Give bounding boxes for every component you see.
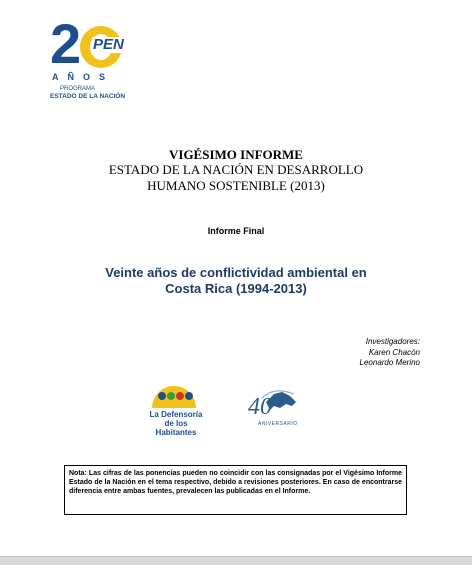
cr40-number: 40 bbox=[248, 394, 272, 420]
investigators-block bbox=[360, 337, 420, 369]
document-subtitle-block bbox=[0, 162, 472, 194]
title-line-3: HUMANO SOSTENIBLE (2013) bbox=[147, 178, 325, 193]
investigator-name: Karen Chacón bbox=[368, 347, 420, 357]
pen-20-years-logo bbox=[50, 12, 140, 104]
cr40-tag: ANIVERSARIO bbox=[258, 421, 298, 427]
defensoria-people-icon bbox=[158, 392, 192, 406]
person-head-icon bbox=[158, 392, 166, 400]
defensoria-label bbox=[146, 410, 206, 437]
person-head-icon bbox=[176, 392, 184, 400]
investigators-label: Investigadores: bbox=[365, 337, 420, 346]
logo-number: 2 bbox=[50, 12, 78, 75]
defensoria-logo bbox=[146, 386, 206, 437]
logo-program-name: ESTADO DE LA NACIÓN bbox=[50, 93, 126, 100]
report-title-line-1: Veinte años de conflictividad ambiental en bbox=[105, 265, 367, 280]
document-title: VIGÉSIMO INFORME bbox=[169, 147, 303, 162]
logo-years-word: AÑOS bbox=[52, 72, 115, 82]
report-title-line-2: Costa Rica (1994-2013) bbox=[165, 281, 307, 296]
report-title bbox=[0, 265, 472, 297]
report-type: Informe Final bbox=[207, 226, 265, 236]
defensoria-line-1: La Defensoría bbox=[149, 410, 203, 419]
cr-40-anniversary-logo bbox=[248, 388, 302, 432]
title-line-2: ESTADO DE LA NACIÓN EN DESARROLLO bbox=[108, 162, 364, 177]
person-head-icon bbox=[167, 392, 175, 400]
investigator-name: Leonardo Merino bbox=[359, 358, 420, 367]
disclaimer-note: Nota: Las cifras de las ponencias pueden no coincidir con las consignadas por el Vigésimo Informe Estado de la Nación en el tema respectivo, debido a revisiones posteriores. En caso de encontrarse diferencia entre ambas fuentes, prevalecen las publicadas en el Informe. bbox=[64, 465, 407, 515]
person-head-icon bbox=[185, 392, 193, 400]
logo-program-label: PROGRAMA bbox=[60, 86, 96, 92]
logo-brand: PEN bbox=[93, 36, 124, 53]
defensoria-line-2: de los Habitantes bbox=[155, 419, 197, 437]
